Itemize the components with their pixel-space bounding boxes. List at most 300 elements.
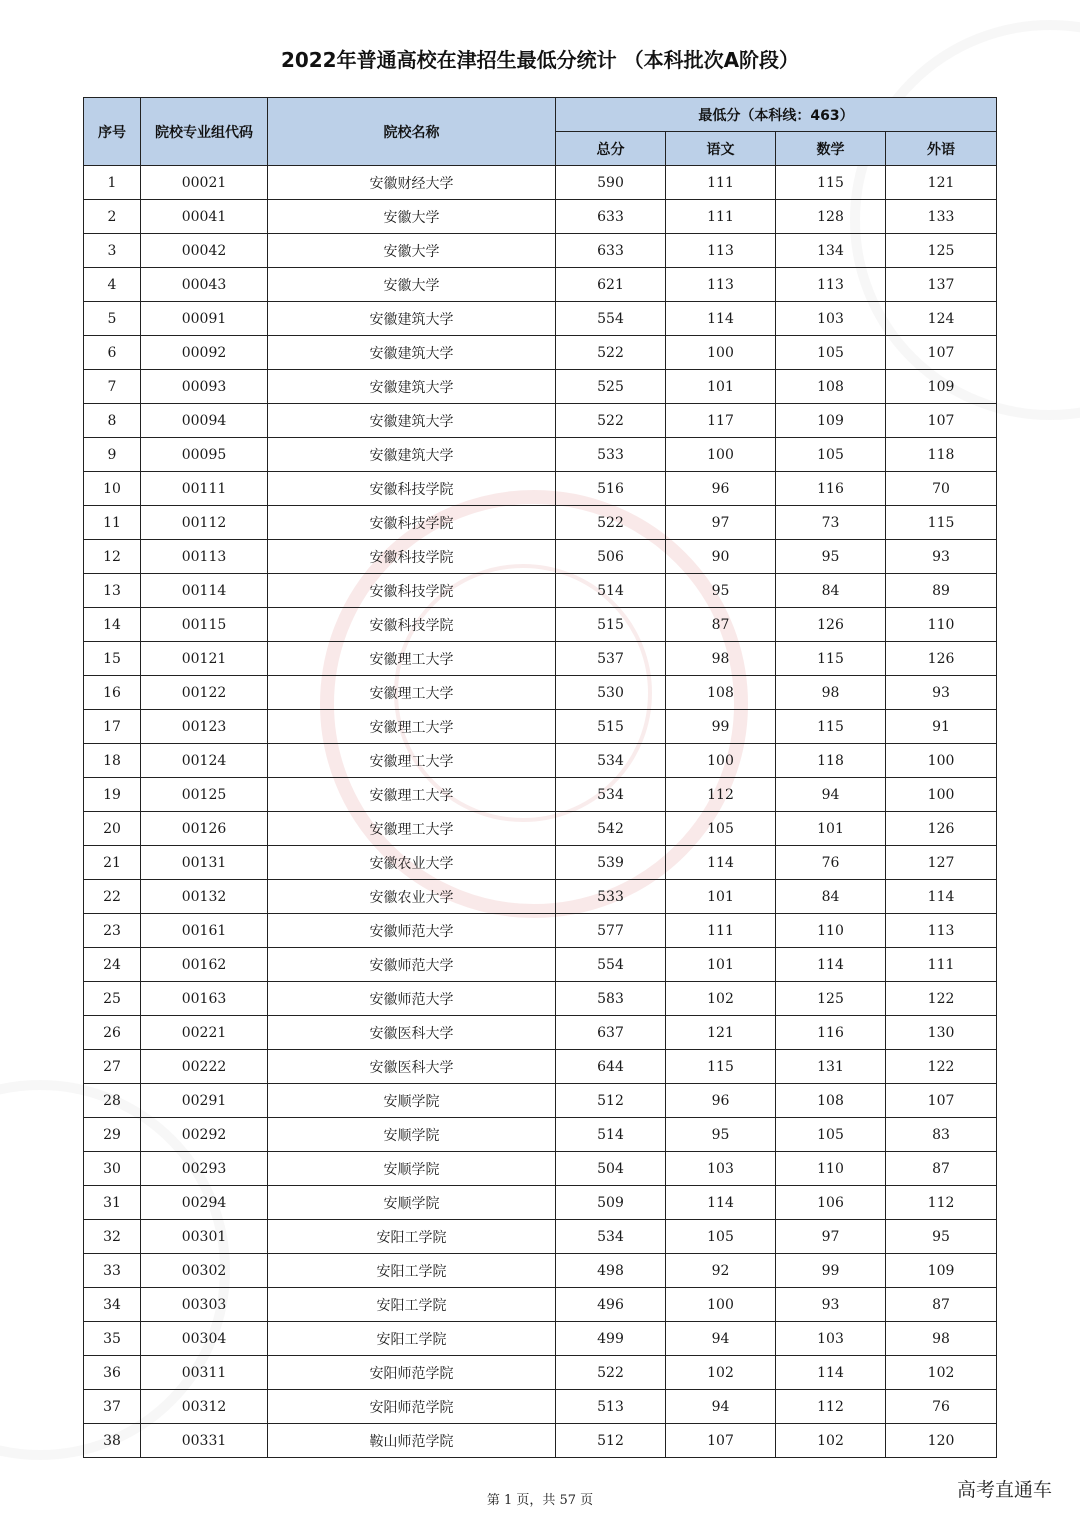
table-row — [84, 472, 997, 506]
table-row — [84, 1152, 997, 1186]
cell-school-name: 安徽理工大学 — [268, 778, 556, 812]
cell-seq: 34 — [84, 1288, 141, 1322]
cell-math: 110 — [776, 1152, 886, 1186]
cell-total: 525 — [556, 370, 666, 404]
cell-chinese: 113 — [666, 268, 776, 302]
table-row — [84, 982, 997, 1016]
cell-math: 105 — [776, 1118, 886, 1152]
cell-foreign: 107 — [886, 336, 997, 370]
header-min-score-group: 最低分（本科线：463） — [556, 98, 997, 132]
cell-chinese: 105 — [666, 1220, 776, 1254]
cell-school-name: 安徽科技学院 — [268, 608, 556, 642]
cell-code: 00091 — [141, 302, 268, 336]
cell-seq: 2 — [84, 200, 141, 234]
table-row — [84, 1322, 997, 1356]
cell-total: 633 — [556, 200, 666, 234]
cell-math: 126 — [776, 608, 886, 642]
cell-school-name: 安徽建筑大学 — [268, 404, 556, 438]
cell-seq: 15 — [84, 642, 141, 676]
cell-chinese: 114 — [666, 846, 776, 880]
cell-chinese: 100 — [666, 438, 776, 472]
table-row — [84, 1186, 997, 1220]
cell-chinese: 90 — [666, 540, 776, 574]
cell-total: 514 — [556, 574, 666, 608]
cell-math: 98 — [776, 676, 886, 710]
cell-school-name: 安阳师范学院 — [268, 1356, 556, 1390]
table-row — [84, 166, 997, 200]
cell-foreign: 112 — [886, 1186, 997, 1220]
cell-school-name: 安徽科技学院 — [268, 506, 556, 540]
cell-math: 73 — [776, 506, 886, 540]
cell-chinese: 102 — [666, 1356, 776, 1390]
cell-total: 499 — [556, 1322, 666, 1356]
table-row — [84, 812, 997, 846]
cell-foreign: 100 — [886, 744, 997, 778]
table-row — [84, 676, 997, 710]
cell-chinese: 108 — [666, 676, 776, 710]
cell-code: 00294 — [141, 1186, 268, 1220]
table-row — [84, 1016, 997, 1050]
cell-code: 00301 — [141, 1220, 268, 1254]
cell-chinese: 111 — [666, 200, 776, 234]
cell-code: 00312 — [141, 1390, 268, 1424]
cell-seq: 22 — [84, 880, 141, 914]
cell-code: 00041 — [141, 200, 268, 234]
header-name: 院校名称 — [268, 98, 556, 166]
cell-code: 00043 — [141, 268, 268, 302]
cell-code: 00304 — [141, 1322, 268, 1356]
cell-school-name: 安徽建筑大学 — [268, 370, 556, 404]
table-row — [84, 540, 997, 574]
cell-seq: 4 — [84, 268, 141, 302]
table-row — [84, 710, 997, 744]
cell-seq: 33 — [84, 1254, 141, 1288]
table-row — [84, 1050, 997, 1084]
cell-math: 106 — [776, 1186, 886, 1220]
score-table — [83, 97, 997, 1458]
cell-seq: 16 — [84, 676, 141, 710]
cell-seq: 31 — [84, 1186, 141, 1220]
cell-total: 512 — [556, 1424, 666, 1458]
cell-chinese: 101 — [666, 948, 776, 982]
cell-seq: 6 — [84, 336, 141, 370]
cell-total: 533 — [556, 880, 666, 914]
table-row — [84, 200, 997, 234]
cell-seq: 17 — [84, 710, 141, 744]
cell-foreign: 111 — [886, 948, 997, 982]
cell-code: 00293 — [141, 1152, 268, 1186]
cell-total: 537 — [556, 642, 666, 676]
cell-total: 496 — [556, 1288, 666, 1322]
table-row — [84, 1288, 997, 1322]
cell-school-name: 安阳工学院 — [268, 1288, 556, 1322]
table-row — [84, 642, 997, 676]
cell-foreign: 83 — [886, 1118, 997, 1152]
cell-school-name: 安顺学院 — [268, 1118, 556, 1152]
cell-seq: 14 — [84, 608, 141, 642]
cell-foreign: 121 — [886, 166, 997, 200]
cell-seq: 20 — [84, 812, 141, 846]
cell-math: 115 — [776, 642, 886, 676]
cell-code: 00094 — [141, 404, 268, 438]
cell-foreign: 91 — [886, 710, 997, 744]
cell-seq: 37 — [84, 1390, 141, 1424]
cell-seq: 9 — [84, 438, 141, 472]
cell-seq: 1 — [84, 166, 141, 200]
cell-school-name: 鞍山师范学院 — [268, 1424, 556, 1458]
table-row — [84, 574, 997, 608]
cell-total: 590 — [556, 166, 666, 200]
cell-chinese: 97 — [666, 506, 776, 540]
cell-code: 00132 — [141, 880, 268, 914]
cell-code: 00126 — [141, 812, 268, 846]
cell-school-name: 安阳工学院 — [268, 1322, 556, 1356]
cell-school-name: 安徽理工大学 — [268, 812, 556, 846]
cell-code: 00163 — [141, 982, 268, 1016]
cell-math: 97 — [776, 1220, 886, 1254]
cell-foreign: 133 — [886, 200, 997, 234]
cell-total: 522 — [556, 404, 666, 438]
cell-foreign: 98 — [886, 1322, 997, 1356]
cell-total: 554 — [556, 302, 666, 336]
table-row — [84, 1084, 997, 1118]
cell-seq: 30 — [84, 1152, 141, 1186]
cell-total: 512 — [556, 1084, 666, 1118]
cell-foreign: 93 — [886, 676, 997, 710]
cell-school-name: 安徽建筑大学 — [268, 302, 556, 336]
cell-chinese: 111 — [666, 914, 776, 948]
cell-school-name: 安徽大学 — [268, 234, 556, 268]
cell-school-name: 安徽大学 — [268, 268, 556, 302]
cell-chinese: 94 — [666, 1390, 776, 1424]
cell-foreign: 87 — [886, 1288, 997, 1322]
header-seq: 序号 — [84, 98, 141, 166]
cell-chinese: 114 — [666, 1186, 776, 1220]
cell-school-name: 安徽理工大学 — [268, 642, 556, 676]
cell-seq: 35 — [84, 1322, 141, 1356]
table-row — [84, 302, 997, 336]
cell-foreign: 130 — [886, 1016, 997, 1050]
cell-school-name: 安徽师范大学 — [268, 914, 556, 948]
cell-total: 530 — [556, 676, 666, 710]
cell-total: 522 — [556, 506, 666, 540]
cell-foreign: 110 — [886, 608, 997, 642]
table-row — [84, 744, 997, 778]
cell-total: 498 — [556, 1254, 666, 1288]
cell-seq: 21 — [84, 846, 141, 880]
cell-foreign: 102 — [886, 1356, 997, 1390]
table-row — [84, 234, 997, 268]
cell-foreign: 120 — [886, 1424, 997, 1458]
cell-seq: 26 — [84, 1016, 141, 1050]
cell-chinese: 87 — [666, 608, 776, 642]
table-row — [84, 1220, 997, 1254]
cell-school-name: 安徽财经大学 — [268, 166, 556, 200]
cell-chinese: 114 — [666, 302, 776, 336]
header-chinese: 语文 — [666, 132, 776, 166]
cell-seq: 5 — [84, 302, 141, 336]
cell-total: 504 — [556, 1152, 666, 1186]
cell-total: 534 — [556, 744, 666, 778]
cell-total: 522 — [556, 1356, 666, 1390]
table-row — [84, 268, 997, 302]
cell-code: 00302 — [141, 1254, 268, 1288]
cell-code: 00123 — [141, 710, 268, 744]
cell-total: 539 — [556, 846, 666, 880]
table-row — [84, 846, 997, 880]
cell-foreign: 127 — [886, 846, 997, 880]
cell-school-name: 安徽建筑大学 — [268, 438, 556, 472]
cell-math: 109 — [776, 404, 886, 438]
cell-chinese: 103 — [666, 1152, 776, 1186]
cell-chinese: 111 — [666, 166, 776, 200]
cell-chinese: 99 — [666, 710, 776, 744]
cell-school-name: 安徽科技学院 — [268, 472, 556, 506]
cell-total: 621 — [556, 268, 666, 302]
cell-math: 108 — [776, 370, 886, 404]
cell-code: 00131 — [141, 846, 268, 880]
header-total: 总分 — [556, 132, 666, 166]
table-row — [84, 1254, 997, 1288]
cell-chinese: 121 — [666, 1016, 776, 1050]
cell-math: 76 — [776, 846, 886, 880]
cell-seq: 3 — [84, 234, 141, 268]
cell-seq: 7 — [84, 370, 141, 404]
cell-code: 00115 — [141, 608, 268, 642]
cell-math: 114 — [776, 1356, 886, 1390]
cell-school-name: 安顺学院 — [268, 1084, 556, 1118]
cell-total: 534 — [556, 1220, 666, 1254]
cell-total: 533 — [556, 438, 666, 472]
cell-code: 00331 — [141, 1424, 268, 1458]
cell-code: 00162 — [141, 948, 268, 982]
cell-foreign: 122 — [886, 1050, 997, 1084]
header-code: 院校专业组代码 — [141, 98, 268, 166]
cell-chinese: 94 — [666, 1322, 776, 1356]
cell-chinese: 98 — [666, 642, 776, 676]
cell-code: 00311 — [141, 1356, 268, 1390]
cell-school-name: 安徽理工大学 — [268, 744, 556, 778]
cell-chinese: 105 — [666, 812, 776, 846]
cell-math: 115 — [776, 710, 886, 744]
cell-chinese: 107 — [666, 1424, 776, 1458]
cell-math: 105 — [776, 438, 886, 472]
cell-chinese: 101 — [666, 880, 776, 914]
cell-seq: 36 — [84, 1356, 141, 1390]
cell-code: 00092 — [141, 336, 268, 370]
cell-foreign: 89 — [886, 574, 997, 608]
cell-chinese: 100 — [666, 1288, 776, 1322]
cell-foreign: 122 — [886, 982, 997, 1016]
cell-school-name: 安阳工学院 — [268, 1220, 556, 1254]
cell-math: 116 — [776, 1016, 886, 1050]
cell-math: 113 — [776, 268, 886, 302]
cell-code: 00111 — [141, 472, 268, 506]
cell-chinese: 96 — [666, 1084, 776, 1118]
cell-code: 00021 — [141, 166, 268, 200]
cell-code: 00114 — [141, 574, 268, 608]
cell-math: 131 — [776, 1050, 886, 1084]
cell-code: 00291 — [141, 1084, 268, 1118]
cell-math: 103 — [776, 302, 886, 336]
cell-foreign: 115 — [886, 506, 997, 540]
cell-code: 00095 — [141, 438, 268, 472]
cell-total: 515 — [556, 710, 666, 744]
table-row — [84, 608, 997, 642]
cell-school-name: 安顺学院 — [268, 1152, 556, 1186]
cell-seq: 24 — [84, 948, 141, 982]
cell-chinese: 112 — [666, 778, 776, 812]
cell-total: 509 — [556, 1186, 666, 1220]
cell-code: 00113 — [141, 540, 268, 574]
cell-seq: 18 — [84, 744, 141, 778]
cell-school-name: 安徽大学 — [268, 200, 556, 234]
cell-foreign: 76 — [886, 1390, 997, 1424]
cell-math: 112 — [776, 1390, 886, 1424]
table-header — [84, 98, 997, 166]
cell-foreign: 107 — [886, 404, 997, 438]
cell-foreign: 118 — [886, 438, 997, 472]
cell-chinese: 117 — [666, 404, 776, 438]
cell-math: 114 — [776, 948, 886, 982]
cell-code: 00093 — [141, 370, 268, 404]
cell-math: 95 — [776, 540, 886, 574]
cell-total: 516 — [556, 472, 666, 506]
cell-math: 108 — [776, 1084, 886, 1118]
cell-foreign: 126 — [886, 812, 997, 846]
cell-seq: 12 — [84, 540, 141, 574]
cell-foreign: 109 — [886, 1254, 997, 1288]
cell-seq: 27 — [84, 1050, 141, 1084]
cell-chinese: 100 — [666, 336, 776, 370]
cell-math: 102 — [776, 1424, 886, 1458]
cell-total: 515 — [556, 608, 666, 642]
cell-chinese: 113 — [666, 234, 776, 268]
cell-math: 134 — [776, 234, 886, 268]
cell-chinese: 102 — [666, 982, 776, 1016]
cell-school-name: 安徽理工大学 — [268, 710, 556, 744]
cell-math: 115 — [776, 166, 886, 200]
cell-math: 110 — [776, 914, 886, 948]
brand-label: 高考直通车 — [956, 1479, 1052, 1501]
cell-math: 101 — [776, 812, 886, 846]
cell-seq: 28 — [84, 1084, 141, 1118]
cell-school-name: 安徽师范大学 — [268, 948, 556, 982]
cell-math: 84 — [776, 574, 886, 608]
cell-code: 00112 — [141, 506, 268, 540]
cell-foreign: 93 — [886, 540, 997, 574]
cell-chinese: 115 — [666, 1050, 776, 1084]
cell-total: 514 — [556, 1118, 666, 1152]
cell-total: 534 — [556, 778, 666, 812]
cell-total: 542 — [556, 812, 666, 846]
cell-foreign: 124 — [886, 302, 997, 336]
cell-foreign: 126 — [886, 642, 997, 676]
cell-foreign: 95 — [886, 1220, 997, 1254]
cell-code: 00161 — [141, 914, 268, 948]
table-row — [84, 914, 997, 948]
header-foreign: 外语 — [886, 132, 997, 166]
cell-seq: 32 — [84, 1220, 141, 1254]
cell-seq: 25 — [84, 982, 141, 1016]
cell-seq: 11 — [84, 506, 141, 540]
cell-school-name: 安徽医科大学 — [268, 1016, 556, 1050]
cell-chinese: 100 — [666, 744, 776, 778]
page-number: 第 1 页，共 57 页 — [486, 1493, 594, 1508]
table-row — [84, 880, 997, 914]
cell-total: 633 — [556, 234, 666, 268]
cell-school-name: 安阳师范学院 — [268, 1390, 556, 1424]
cell-total: 644 — [556, 1050, 666, 1084]
table-row — [84, 336, 997, 370]
cell-seq: 13 — [84, 574, 141, 608]
table-row — [84, 1356, 997, 1390]
cell-code: 00125 — [141, 778, 268, 812]
cell-code: 00042 — [141, 234, 268, 268]
cell-math: 125 — [776, 982, 886, 1016]
table-row — [84, 948, 997, 982]
cell-total: 554 — [556, 948, 666, 982]
cell-math: 94 — [776, 778, 886, 812]
header-math: 数学 — [776, 132, 886, 166]
table-row — [84, 1424, 997, 1458]
cell-total: 506 — [556, 540, 666, 574]
cell-chinese: 95 — [666, 574, 776, 608]
page-title: 2022年普通高校在津招生最低分统计 （本科批次A阶段） — [280, 48, 800, 72]
cell-seq: 29 — [84, 1118, 141, 1152]
cell-seq: 23 — [84, 914, 141, 948]
cell-foreign: 87 — [886, 1152, 997, 1186]
cell-math: 105 — [776, 336, 886, 370]
table-row — [84, 1390, 997, 1424]
cell-foreign: 70 — [886, 472, 997, 506]
cell-foreign: 109 — [886, 370, 997, 404]
cell-math: 118 — [776, 744, 886, 778]
cell-seq: 8 — [84, 404, 141, 438]
cell-school-name: 安徽建筑大学 — [268, 336, 556, 370]
cell-foreign: 113 — [886, 914, 997, 948]
cell-code: 00122 — [141, 676, 268, 710]
cell-foreign: 100 — [886, 778, 997, 812]
cell-school-name: 安徽农业大学 — [268, 846, 556, 880]
cell-total: 522 — [556, 336, 666, 370]
cell-code: 00221 — [141, 1016, 268, 1050]
cell-total: 577 — [556, 914, 666, 948]
cell-school-name: 安徽科技学院 — [268, 540, 556, 574]
cell-school-name: 安徽师范大学 — [268, 982, 556, 1016]
cell-code: 00222 — [141, 1050, 268, 1084]
cell-math: 99 — [776, 1254, 886, 1288]
table-row — [84, 506, 997, 540]
cell-seq: 38 — [84, 1424, 141, 1458]
cell-chinese: 92 — [666, 1254, 776, 1288]
cell-math: 116 — [776, 472, 886, 506]
cell-seq: 10 — [84, 472, 141, 506]
cell-math: 103 — [776, 1322, 886, 1356]
table-row — [84, 404, 997, 438]
cell-total: 637 — [556, 1016, 666, 1050]
cell-code: 00124 — [141, 744, 268, 778]
cell-math: 84 — [776, 880, 886, 914]
cell-school-name: 安顺学院 — [268, 1186, 556, 1220]
cell-chinese: 101 — [666, 370, 776, 404]
cell-code: 00121 — [141, 642, 268, 676]
cell-school-name: 安徽理工大学 — [268, 676, 556, 710]
cell-math: 93 — [776, 1288, 886, 1322]
cell-total: 583 — [556, 982, 666, 1016]
cell-foreign: 125 — [886, 234, 997, 268]
cell-school-name: 安徽医科大学 — [268, 1050, 556, 1084]
